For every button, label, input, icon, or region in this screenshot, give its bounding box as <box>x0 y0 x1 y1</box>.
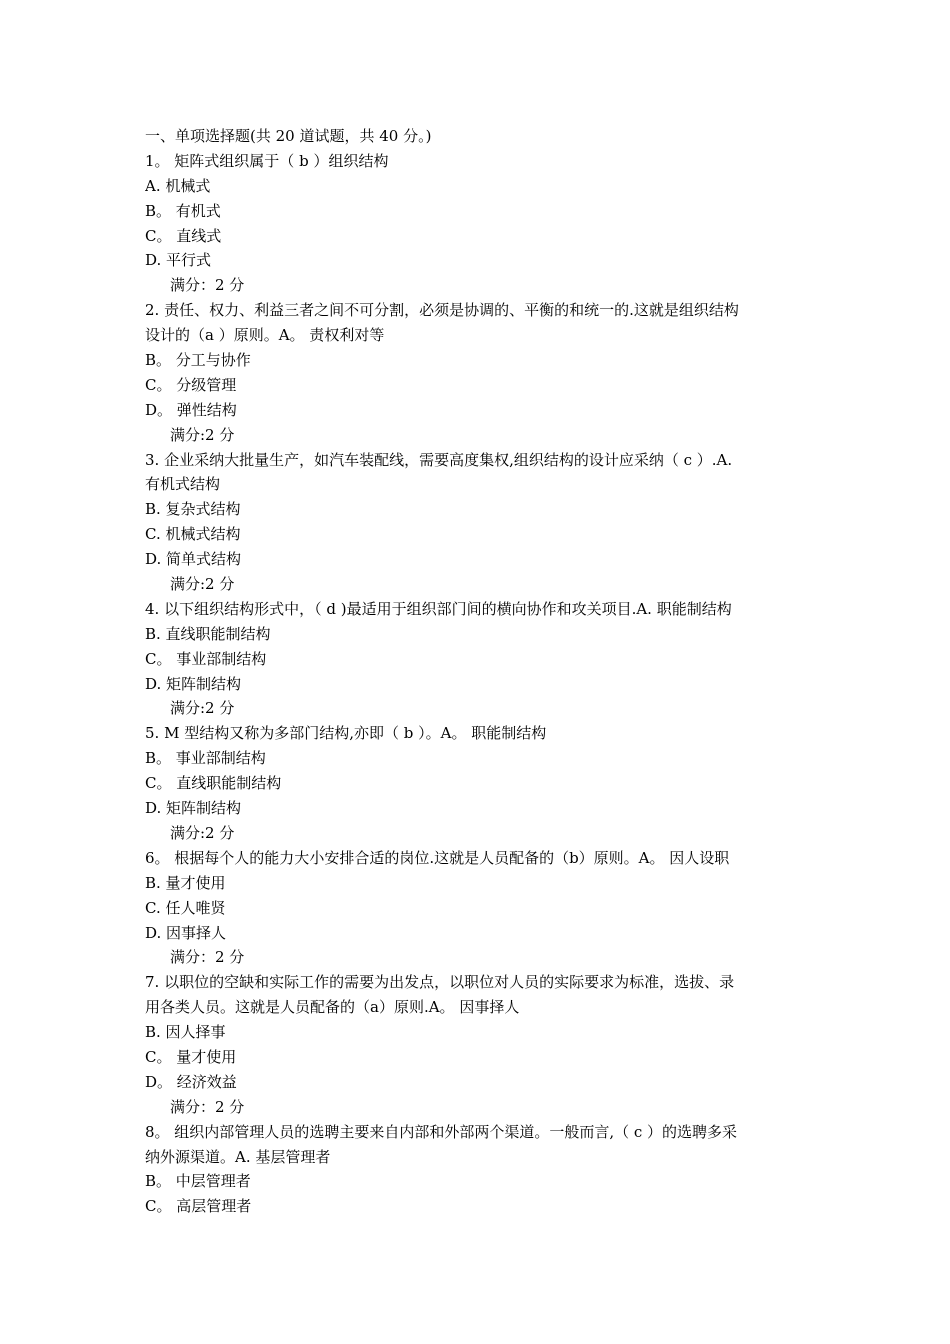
score-line: 满分:2 分 <box>170 823 235 842</box>
answer-option: C。 高层管理者 <box>145 1197 252 1216</box>
answer-option: B. 直线职能制结构 <box>145 624 271 643</box>
answer-option: D。 经济效益 <box>145 1072 237 1091</box>
question-stem: 1。 矩阵式组织属于（ b ）组织结构 <box>145 151 389 170</box>
answer-option: C。 事业部制结构 <box>145 649 267 668</box>
answer-option: C。 分级管理 <box>145 375 237 394</box>
answer-option: D. 简单式结构 <box>145 550 242 569</box>
question-stem: 7. 以职位的空缺和实际工作的需要为出发点，以职位对人员的实际要求为标准，选拔、录 <box>145 973 735 992</box>
answer-option: A. 机械式 <box>145 176 211 195</box>
text-line: 有机式结构 <box>145 475 221 494</box>
document-body <box>145 124 810 1219</box>
question-stem: 4. 以下组织结构形式中，（ d )最适用于组织部门间的横向协作和攻关项目.A. 职能制结构 <box>145 599 732 618</box>
answer-option: C。 直线式 <box>145 226 222 245</box>
answer-option: B。 中层管理者 <box>145 1172 251 1191</box>
answer-option: B. 复杂式结构 <box>145 500 241 519</box>
score-line: 满分：2 分 <box>170 1097 245 1116</box>
question-stem: 3. 企业采纳大批量生产，如汽车装配线，需要高度集权,组织结构的设计应采纳（ c ）.A. <box>145 450 733 469</box>
answer-option: B。 有机式 <box>145 201 221 220</box>
answer-option: B. 因人择事 <box>145 1023 226 1042</box>
question-stem: 2. 责任、权力、利益三者之间不可分割，必须是协调的、平衡的和统一的.这就是组织结构 <box>145 301 739 320</box>
score-line: 满分:2 分 <box>170 575 235 594</box>
answer-option: C。 直线职能制结构 <box>145 774 282 793</box>
answer-option: D. 平行式 <box>145 251 212 270</box>
text-line: 用各类人员。这就是人员配备的（a）原则.A。 因事择人 <box>145 998 520 1017</box>
answer-option: B。 分工与协作 <box>145 351 251 370</box>
score-line: 满分:2 分 <box>170 425 235 444</box>
answer-option: D. 矩阵制结构 <box>145 674 242 693</box>
answer-option: D. 矩阵制结构 <box>145 799 242 818</box>
answer-option: D. 因事择人 <box>145 923 227 942</box>
answer-option: C. 机械式结构 <box>145 525 241 544</box>
answer-option: B. 量才使用 <box>145 873 226 892</box>
section-heading: 一、单项选择题(共 20 道试题，共 40 分。) <box>145 127 432 145</box>
answer-option: D。 弹性结构 <box>145 400 237 419</box>
score-line: 满分:2 分 <box>170 699 235 718</box>
question-stem: 5. M 型结构又称为多部门结构,亦即（ b ）。A。 职能制结构 <box>145 724 547 743</box>
question-stem: 8。 组织内部管理人员的选聘主要来自内部和外部两个渠道。一般而言,（ c ）的选聘多采 <box>145 1122 738 1141</box>
question-stem: 6。 根据每个人的能力大小安排合适的岗位.这就是人员配备的（b）原则。A。 因人设职 <box>145 848 730 867</box>
text-line: 纳外源渠道。A. 基层管理者 <box>145 1147 331 1166</box>
answer-option: C. 任人唯贤 <box>145 898 226 917</box>
answer-option: B。 事业部制结构 <box>145 749 266 768</box>
answer-option: C。 量才使用 <box>145 1047 237 1066</box>
text-line: 设计的（a ）原则。A。 责权利对等 <box>145 326 385 345</box>
score-line: 满分：2 分 <box>170 276 245 295</box>
score-line: 满分：2 分 <box>170 948 245 967</box>
